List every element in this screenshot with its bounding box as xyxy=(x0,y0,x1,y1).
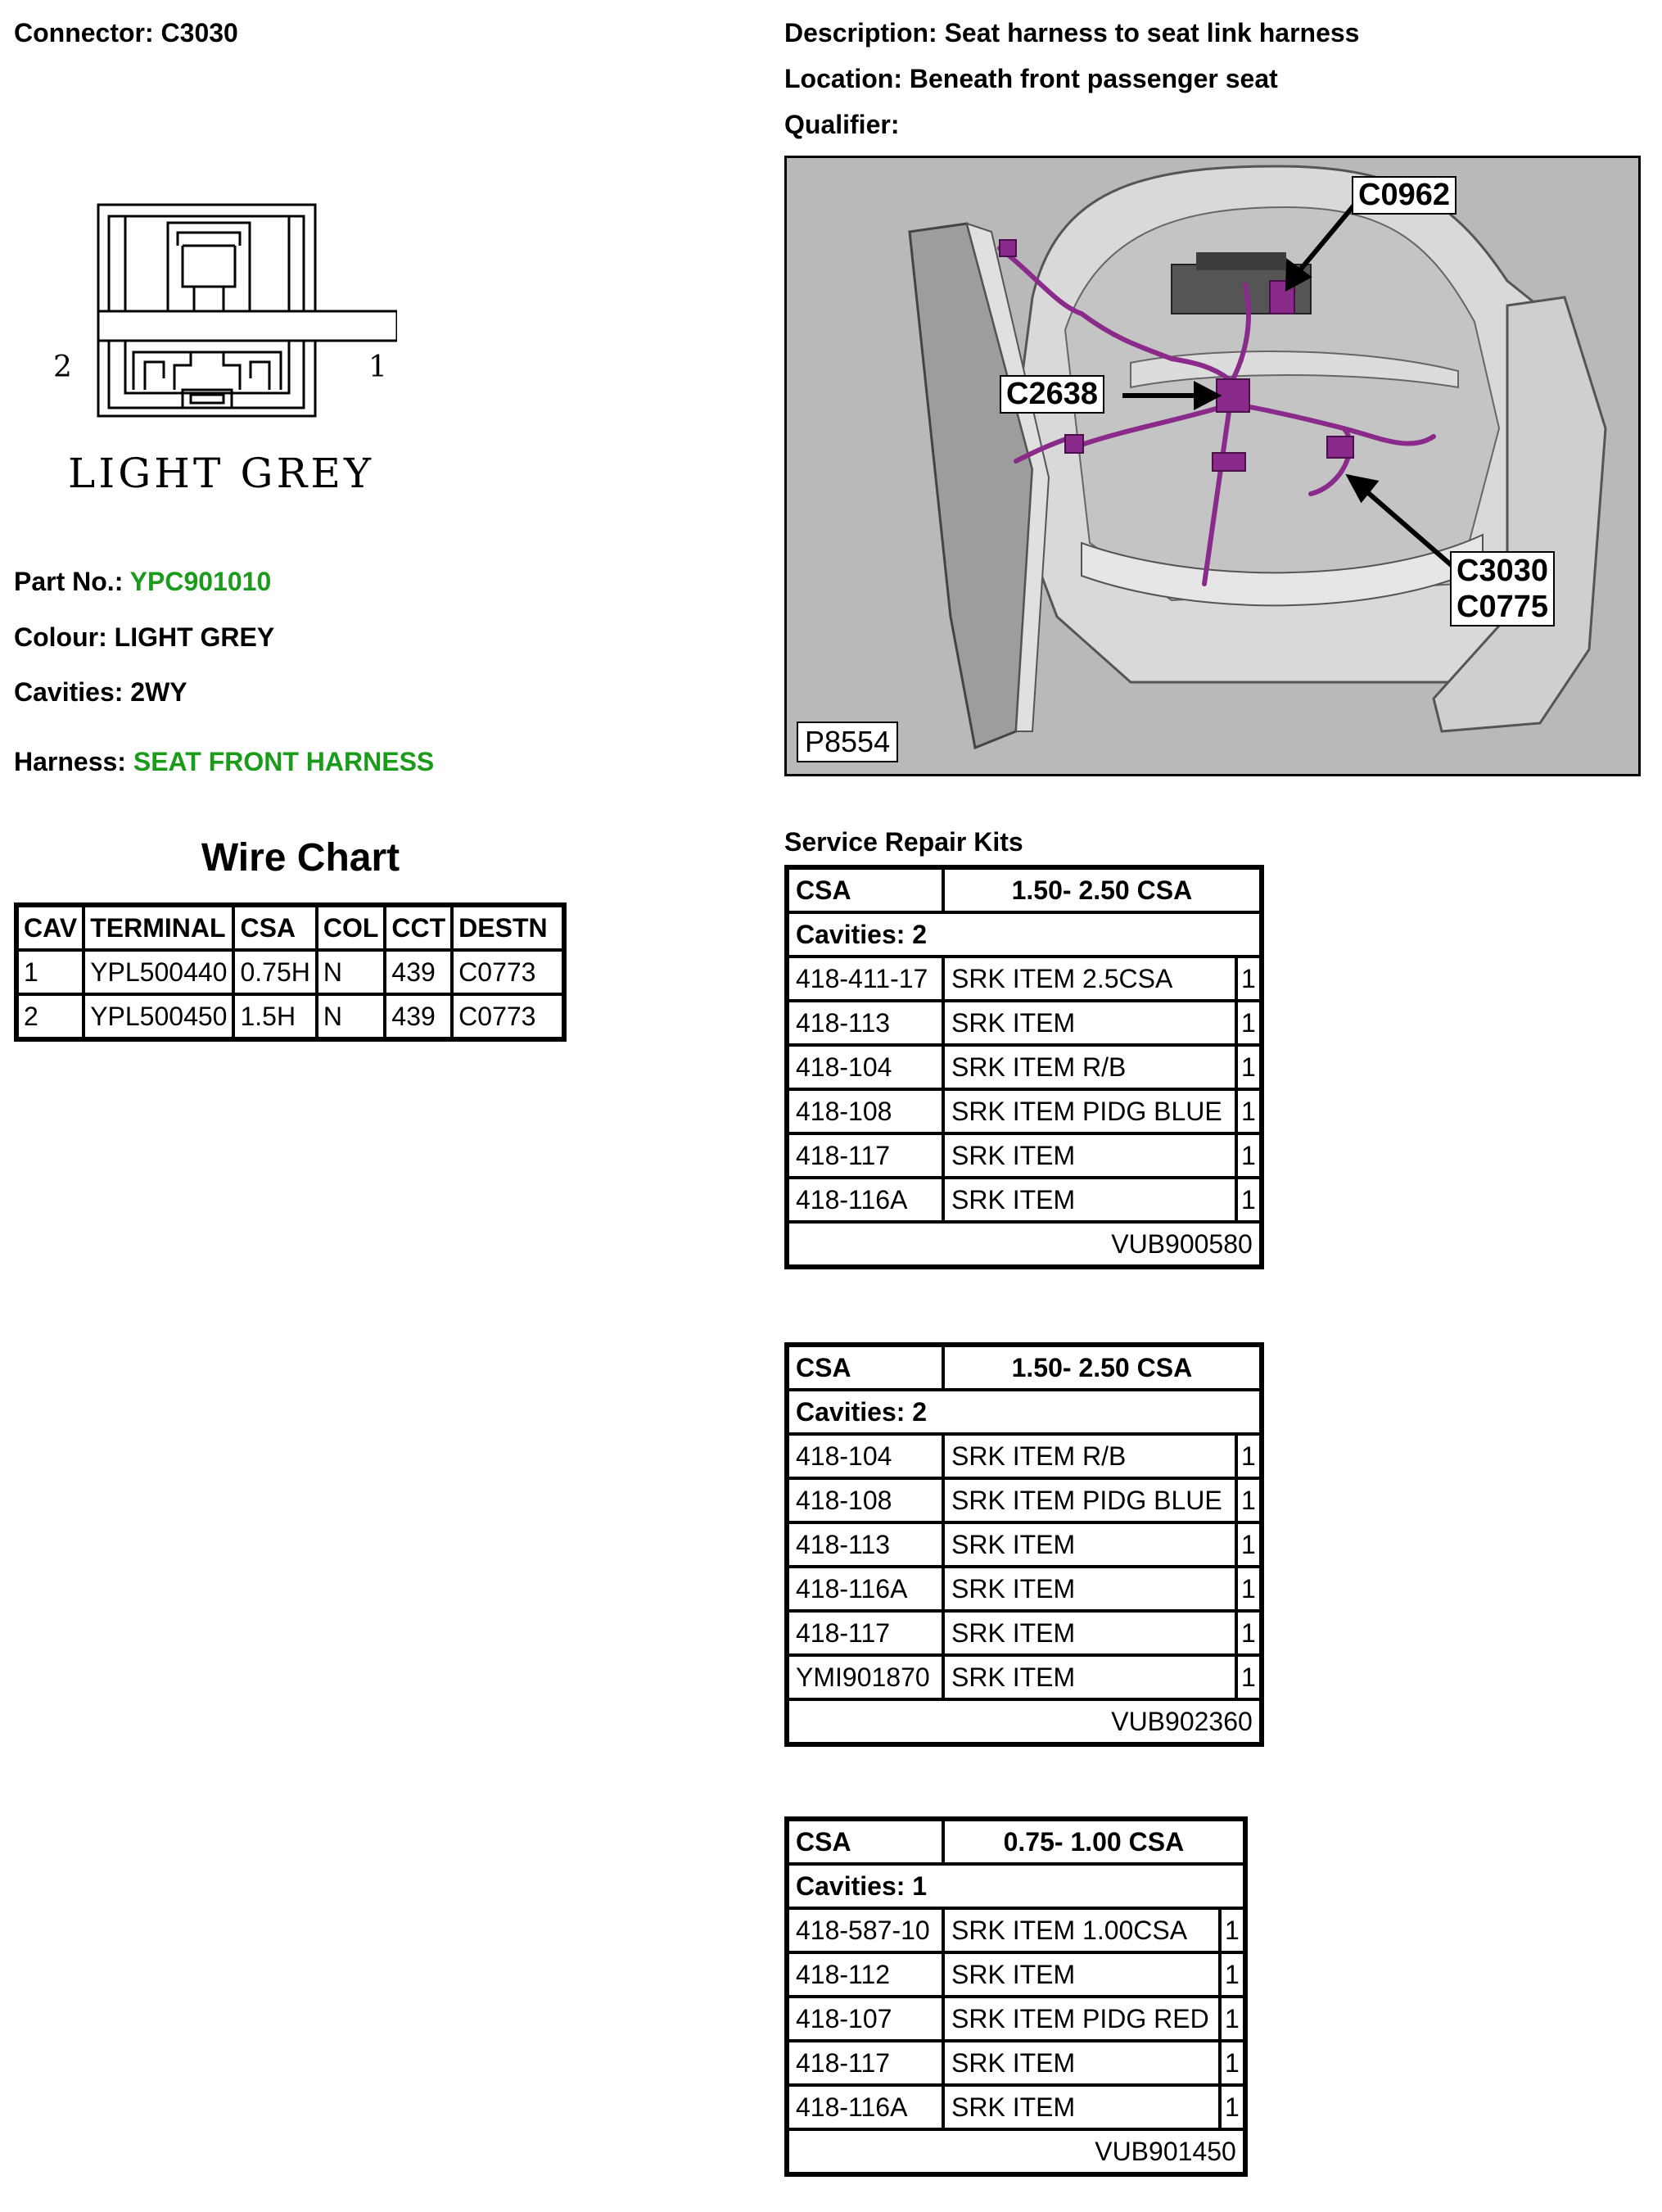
kit-item-desc: SRK ITEM xyxy=(943,1655,1236,1699)
connector-location-photo xyxy=(784,156,1641,776)
kit-item-part: 418-116A xyxy=(788,1567,943,1611)
repair-kit-table xyxy=(784,1816,1248,2177)
table-row xyxy=(788,1001,1261,1045)
kit-number-row xyxy=(788,1222,1261,1266)
kit-item-qty: 1 xyxy=(1236,1434,1261,1478)
table-row xyxy=(788,1997,1244,2041)
pin-1-label: 1 xyxy=(368,351,387,384)
kit-item-part: 418-104 xyxy=(788,1045,943,1089)
kit-cavities-row xyxy=(788,1864,1244,1908)
connector-heading xyxy=(14,18,238,48)
table-row xyxy=(788,1045,1261,1089)
part-number-label: Part No.: xyxy=(14,567,124,596)
kit-item-desc: SRK ITEM xyxy=(943,1567,1236,1611)
kit-item-desc: SRK ITEM xyxy=(943,1178,1236,1222)
table-cell: N xyxy=(317,994,386,1038)
location-label: Location: xyxy=(784,64,902,93)
header-cell: TERMINAL xyxy=(84,906,233,950)
table-cell: N xyxy=(317,950,386,994)
csa-label: CSA xyxy=(788,1346,943,1390)
kit-item-qty: 1 xyxy=(1220,2085,1244,2129)
kit-item-qty: 1 xyxy=(1236,1478,1261,1522)
callout-c3030-c0775 xyxy=(1450,551,1555,627)
kit-item-qty: 1 xyxy=(1236,1001,1261,1045)
table-cell: 0.75H xyxy=(233,950,316,994)
wire-chart-table xyxy=(14,902,567,1042)
harness-label: Harness: xyxy=(14,747,126,776)
kit-item-part: 418-587-10 xyxy=(788,1908,943,1952)
wire-chart-header-row xyxy=(17,906,563,950)
table-row xyxy=(788,2085,1244,2129)
kit-cavities-row xyxy=(788,1390,1261,1434)
table-cell: YPL500450 xyxy=(84,994,233,1038)
csa-label: CSA xyxy=(788,868,943,912)
cavities-value: 2WY xyxy=(130,677,187,707)
harness-link[interactable]: SEAT FRONT HARNESS xyxy=(133,747,435,776)
table-row xyxy=(788,1567,1261,1611)
kit-item-part: 418-113 xyxy=(788,1001,943,1045)
kit-item-desc: SRK ITEM xyxy=(943,2085,1220,2129)
kit-item-part: 418-112 xyxy=(788,1952,943,1997)
colour-line xyxy=(14,622,274,653)
kit-item-part: 418-107 xyxy=(788,1997,943,2041)
location-value: Beneath front passenger seat xyxy=(909,64,1278,93)
kit-item-part: 418-116A xyxy=(788,1178,943,1222)
table-cell: 439 xyxy=(385,994,452,1038)
part-number-link[interactable]: YPC901010 xyxy=(129,567,272,596)
header-cell: CAV xyxy=(17,906,84,950)
csa-range: 1.50- 2.50 CSA xyxy=(943,1346,1261,1390)
connector-face-drawing xyxy=(45,197,397,516)
table-cell: YPL500440 xyxy=(84,950,233,994)
service-repair-kits-title: Service Repair Kits xyxy=(784,827,1023,857)
header-cell: DESTN xyxy=(452,906,563,950)
colour-value: LIGHT GREY xyxy=(114,622,275,652)
table-row xyxy=(788,1434,1261,1478)
kit-item-desc: SRK ITEM R/B xyxy=(943,1045,1236,1089)
table-cell: C0773 xyxy=(452,994,563,1038)
kit-item-qty: 1 xyxy=(1236,1655,1261,1699)
table-row xyxy=(788,2041,1244,2085)
kit-header-row xyxy=(788,1820,1244,1864)
description-value: Seat harness to seat link harness xyxy=(944,18,1360,47)
connector-label: Connector: xyxy=(14,18,154,47)
kit-item-desc: SRK ITEM xyxy=(943,1952,1220,1997)
connector-colour-text: LIGHT GREY xyxy=(68,450,371,497)
kit-item-desc: SRK ITEM PIDG BLUE xyxy=(943,1089,1236,1133)
kit-item-qty: 1 xyxy=(1236,1178,1261,1222)
callout-c2638: C2638 xyxy=(1000,375,1104,414)
kit-cavities-row xyxy=(788,912,1261,957)
kit-item-qty: 1 xyxy=(1220,1908,1244,1952)
header-cell: CCT xyxy=(385,906,452,950)
kit-item-desc: SRK ITEM xyxy=(943,1611,1236,1655)
table-row xyxy=(788,1089,1261,1133)
cavities-label: Cavities: xyxy=(14,677,124,707)
kit-header-row xyxy=(788,1346,1261,1390)
callout-c0775: C0775 xyxy=(1457,590,1548,624)
harness-line xyxy=(14,747,434,777)
kit-number: VUB902360 xyxy=(788,1699,1261,1744)
csa-range: 0.75- 1.00 CSA xyxy=(943,1820,1244,1864)
kit-item-desc: SRK ITEM xyxy=(943,2041,1220,2085)
kit-item-qty: 1 xyxy=(1236,1133,1261,1178)
table-row xyxy=(788,957,1261,1001)
kit-number: VUB900580 xyxy=(788,1222,1261,1266)
kit-item-qty: 1 xyxy=(1220,1997,1244,2041)
callout-c0962: C0962 xyxy=(1352,176,1457,215)
table-cell: 439 xyxy=(385,950,452,994)
kit-number: VUB901450 xyxy=(788,2129,1244,2174)
kit-item-desc: SRK ITEM 1.00CSA xyxy=(943,1908,1220,1952)
kit-item-part: 418-116A xyxy=(788,2085,943,2129)
kit-cavities: Cavities: 2 xyxy=(788,912,1261,957)
seat-frame-illustration xyxy=(787,158,1638,774)
table-row xyxy=(17,994,563,1038)
table-row xyxy=(788,1908,1244,1952)
kit-item-part: YMI901870 xyxy=(788,1655,943,1699)
location-line xyxy=(784,64,1278,94)
kit-item-qty: 1 xyxy=(1236,1522,1261,1567)
repair-kit-table xyxy=(784,865,1264,1269)
table-cell: 2 xyxy=(17,994,84,1038)
kit-item-qty: 1 xyxy=(1236,957,1261,1001)
colour-label: Colour: xyxy=(14,622,107,652)
connector-id: C3030 xyxy=(160,18,238,47)
table-row xyxy=(788,1522,1261,1567)
table-row xyxy=(788,1611,1261,1655)
photo-reference: P8554 xyxy=(797,722,898,762)
part-number-line xyxy=(14,567,271,597)
table-cell: 1.5H xyxy=(233,994,316,1038)
csa-label: CSA xyxy=(788,1820,943,1864)
qualifier-line xyxy=(784,110,899,140)
csa-range: 1.50- 2.50 CSA xyxy=(943,868,1261,912)
kit-item-qty: 1 xyxy=(1220,2041,1244,2085)
table-row xyxy=(788,1178,1261,1222)
table-row xyxy=(788,1478,1261,1522)
table-cell: 1 xyxy=(17,950,84,994)
kit-item-qty: 1 xyxy=(1236,1611,1261,1655)
callout-c3030: C3030 xyxy=(1457,554,1548,588)
kit-cavities: Cavities: 1 xyxy=(788,1864,1244,1908)
kit-header-row xyxy=(788,868,1261,912)
kit-item-desc: SRK ITEM 2.5CSA xyxy=(943,957,1236,1001)
kit-item-desc: SRK ITEM xyxy=(943,1001,1236,1045)
header-cell: CSA xyxy=(233,906,316,950)
kit-item-part: 418-113 xyxy=(788,1522,943,1567)
kit-number-row xyxy=(788,2129,1244,2174)
kit-item-part: 418-117 xyxy=(788,2041,943,2085)
kit-item-desc: SRK ITEM PIDG RED xyxy=(943,1997,1220,2041)
kit-item-qty: 1 xyxy=(1220,1952,1244,1997)
table-row xyxy=(788,1655,1261,1699)
kit-item-part: 418-411-17 xyxy=(788,957,943,1001)
kit-item-desc: SRK ITEM R/B xyxy=(943,1434,1236,1478)
kit-cavities: Cavities: 2 xyxy=(788,1390,1261,1434)
kit-number-row xyxy=(788,1699,1261,1744)
repair-kit-table xyxy=(784,1342,1264,1747)
kit-item-desc: SRK ITEM xyxy=(943,1133,1236,1178)
kit-item-part: 418-117 xyxy=(788,1611,943,1655)
description-label: Description: xyxy=(784,18,937,47)
table-cell: C0773 xyxy=(452,950,563,994)
qualifier-label: Qualifier: xyxy=(784,110,900,139)
kit-item-part: 418-108 xyxy=(788,1478,943,1522)
kit-item-qty: 1 xyxy=(1236,1089,1261,1133)
kit-item-desc: SRK ITEM xyxy=(943,1522,1236,1567)
kit-item-part: 418-104 xyxy=(788,1434,943,1478)
table-row xyxy=(788,1952,1244,1997)
kit-item-part: 418-108 xyxy=(788,1089,943,1133)
kit-item-qty: 1 xyxy=(1236,1567,1261,1611)
kit-item-qty: 1 xyxy=(1236,1045,1261,1089)
kit-item-desc: SRK ITEM PIDG BLUE xyxy=(943,1478,1236,1522)
cavities-line xyxy=(14,677,187,708)
header-cell: COL xyxy=(317,906,386,950)
wire-chart-title: Wire Chart xyxy=(201,836,400,880)
table-row xyxy=(17,950,563,994)
table-row xyxy=(788,1133,1261,1178)
pin-2-label: 2 xyxy=(53,351,72,384)
kit-item-part: 418-117 xyxy=(788,1133,943,1178)
description-line xyxy=(784,18,1359,48)
